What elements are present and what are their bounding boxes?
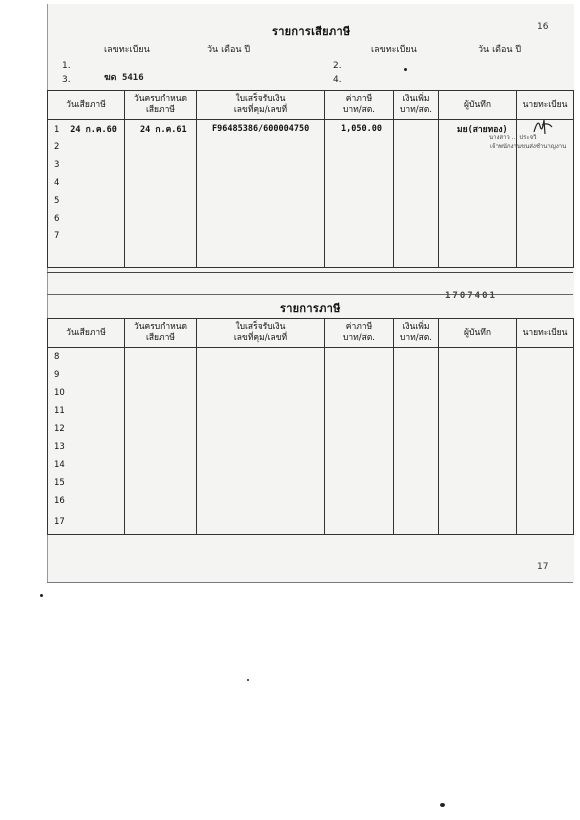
tax-value: 1,050.00 [341,124,382,134]
col-paid-date: วันเสียภาษี [48,319,125,348]
entry-label-3: 3. [62,75,71,85]
registrar-title-note: เจ้าพนักงานขนส่งชำนาญงาน [490,143,567,150]
reg-label-right: เลขทะเบียน [371,45,417,55]
page-number-top: 16 [537,22,549,32]
serial-number: 1707401 [445,291,497,301]
col-due-date: วันครบกำหนด เสียภาษี [125,91,197,120]
entry-label-4: 4. [333,75,342,85]
col-tax: ค่าภาษี บาท/สต. [325,319,394,348]
receipt-value: F96485386/600004750 [212,124,310,134]
col-surcharge: เงินเพิ่ม บาท/สต. [394,319,439,348]
scan-speck [40,594,43,597]
col-surcharge: เงินเพิ่ม บาท/สต. [394,91,439,120]
paid-date-value: 24 ก.ค.60 [70,125,117,135]
recorder-value: มย(สายทอง) [457,125,508,135]
reg-label-left: เลขทะเบียน [104,45,150,55]
date-label-left: วัน เดือน ปี [207,45,251,55]
tax-table-2: วันเสียภาษี วันครบกำหนด เสียภาษี ใบเสร็จรับเงิน เลขที่คุม/เลขที่ ค่าภาษี บาท/สต. เงินเพิ่ม บาท/สต. ผู้บันทึก นายทะเบียน 8 9 10 11 12 13 14 15 16 17 [47,318,574,535]
sheet-bottom-edge [47,582,573,583]
tax-table-1: วันเสียภาษี วันครบกำหนด เสียภาษี ใบเสร็จรับเงิน เลขที่คุม/เลขที่ ค่าภาษี บาท/สต. เงินเพิ่ม บาท/สต. ผู้บันทึก นายทะเบียน 1 24 ก.ค.60 24 ก.ค.61 F96485386/600004750 1,050.00 มย(สายทอง) 2 3 4 5 6 7 [47,90,574,268]
registrar-name-note: นางสาว ... ประจวิ [489,134,537,141]
col-registrar: นายทะเบียน [517,91,574,120]
divider [47,272,573,273]
scan-speck [440,803,445,807]
section1-title: รายการเสียภาษี [272,25,351,38]
col-paid-date: วันเสียภาษี [48,91,125,120]
entry-label-2: 2. [333,61,342,71]
table-row: 1 24 ก.ค.60 24 ก.ค.61 F96485386/600004750 1,050.00 มย(สายทอง) [48,120,574,139]
page-number-bottom: 17 [537,562,549,572]
col-recorder: ผู้บันทึก [439,91,517,120]
col-registrar: นายทะเบียน [517,319,574,348]
col-recorder: ผู้บันทึก [439,319,517,348]
col-receipt: ใบเสร็จรับเงิน เลขที่คุม/เลขที่ [197,91,325,120]
ink-dot [404,68,407,71]
due-date-value: 24 ก.ค.61 [140,125,187,135]
col-due-date: วันครบกำหนด เสียภาษี [125,319,197,348]
date-label-right: วัน เดือน ปี [478,45,522,55]
plate-number: ฆด 5416 [104,73,144,83]
col-receipt: ใบเสร็จรับเงิน เลขที่คุม/เลขที่ [197,319,325,348]
section2-title: รายการภาษี [280,302,341,315]
col-tax: ค่าภาษี บาท/สต. [325,91,394,120]
scan-speck [247,679,249,681]
entry-label-1: 1. [62,61,71,71]
